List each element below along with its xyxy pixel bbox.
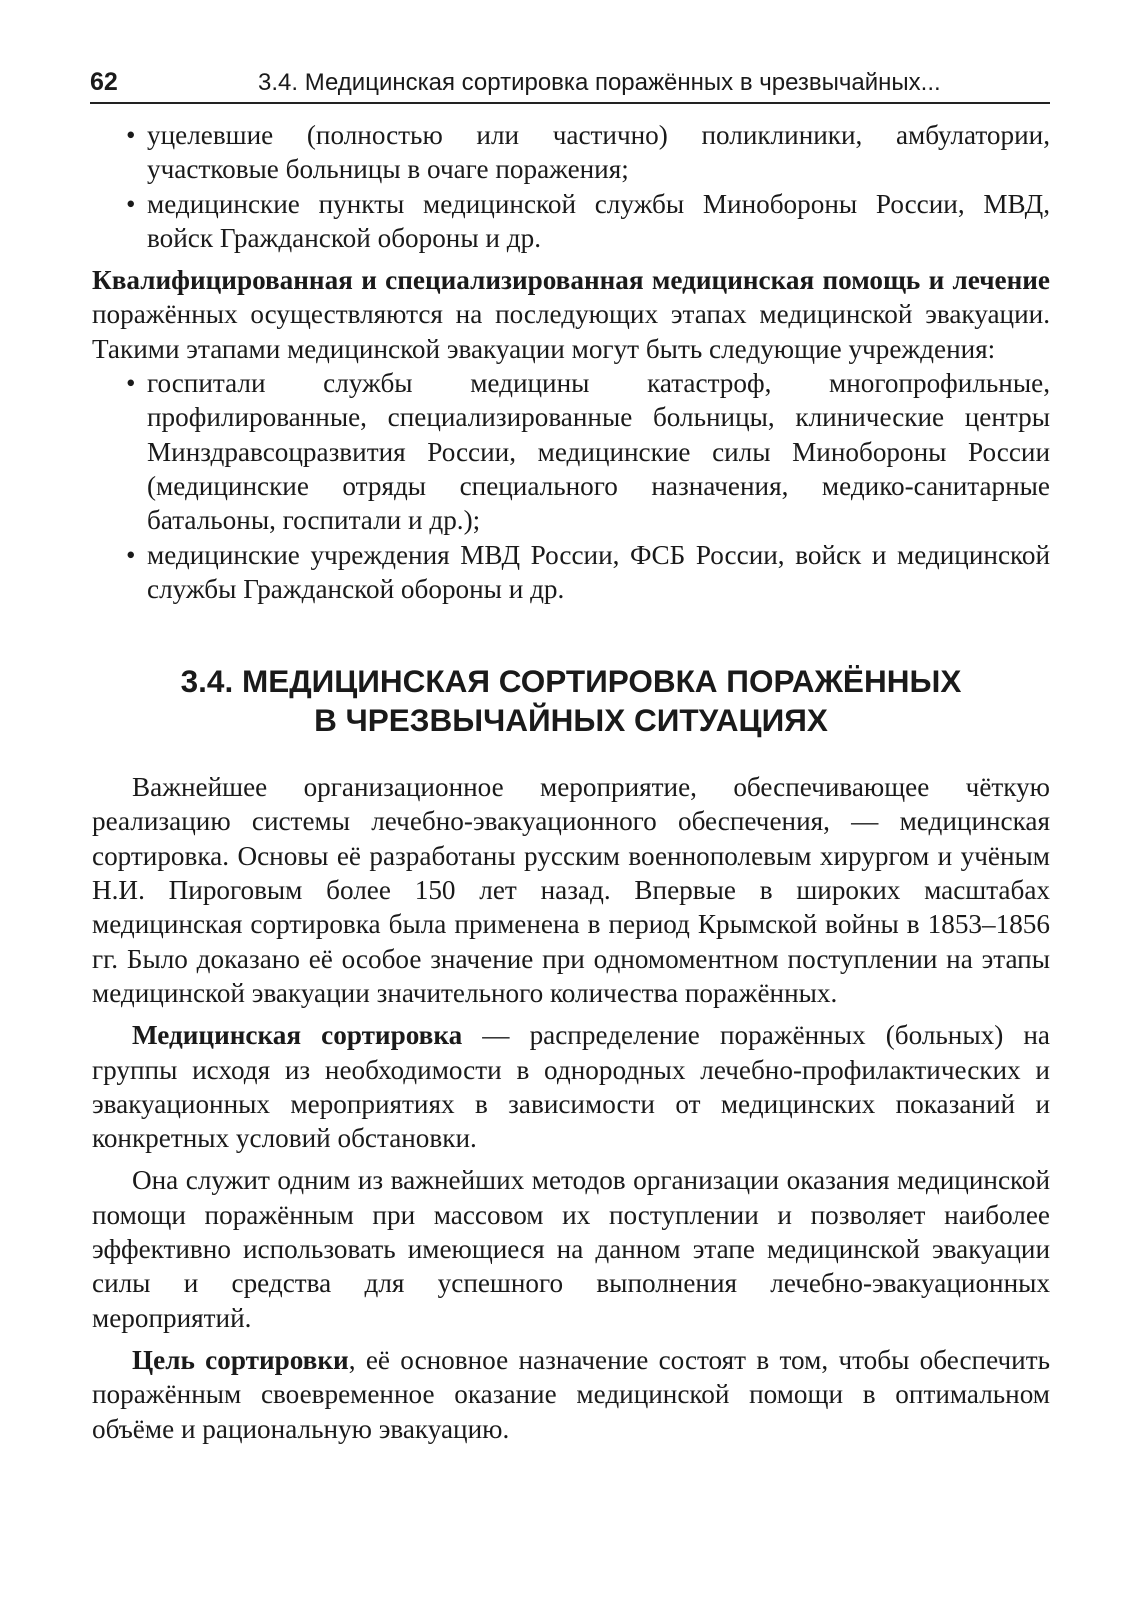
section-heading-line-2: В ЧРЕЗВЫЧАЙНЫХ СИТУАЦИЯХ bbox=[314, 702, 828, 739]
paragraph-intro: Важнейшее организационное мероприятие, обеспечивающее чёткую реализацию системы лечебно-эвакуационного обеспечения, — медицинская сортировка. Основы её разработаны русским военнополевым хирургом и учёным Н.И. Пироговым более 150 лет назад. Впервые в широких масштабах медицинская сортировка была применена в период Крымской войны в 1853–1856 гг. Было доказано её особое значение при одномоментном поступлении на этапы медицинской эвакуации значительного количества поражённых. bbox=[92, 772, 1050, 1008]
section-heading bbox=[92, 662, 1050, 740]
list-item: • госпитали службы медицины катастроф, многопрофильные, профилированные, специализированные больницы, клинические центры Минздравсоцразвития России, медицинские силы Минобороны России (медицинские отряды специального назначения, медико-санитарные батальоны, госпитали и др.); bbox=[92, 366, 1050, 537]
running-title: 3.4. Медицинская сортировка поражённых в чрезвычайных... bbox=[258, 69, 941, 96]
paragraph-text: , её основное назначение состоят в том, чтобы обеспечить поражённым своевременное оказание медицинской помощи в оптимальном объёме и рациональную эвакуацию. bbox=[92, 1344, 1051, 1444]
page-header bbox=[90, 66, 1050, 104]
paragraph-method: Она служит одним из важнейших методов организации оказания медицинской помощи поражённым при массовом их поступлении и позволяет наиболее эффективно использовать имеющиеся на данном этапе медицинской эвакуации силы и средства для успешного выполнения лечебно-эвакуационных мероприятий. bbox=[92, 1165, 1050, 1333]
institutions-list-2 bbox=[92, 366, 1050, 606]
list-item: • медицинские учреждения МВД России, ФСБ России, войск и медицинской службы Гражданской обороны и др. bbox=[92, 538, 1050, 607]
institutions-list-1 bbox=[92, 118, 1050, 255]
paragraph-goal bbox=[92, 1343, 1050, 1446]
page-number: 62 bbox=[90, 68, 118, 96]
term-sorting-goal: Цель сортировки bbox=[132, 1344, 349, 1375]
paragraph-text: поражённых осуществляются на последующих этапах медицинской эвакуации. Такими этапами медицинской эвакуации могут быть следующие учреждения: bbox=[92, 299, 1050, 364]
page-body bbox=[92, 118, 1050, 1446]
paragraph-qualified-care bbox=[92, 263, 1050, 366]
term-qualified-care: Квалифицированная и специализированная медицинская помощь и лечение bbox=[92, 265, 1050, 296]
term-medical-sorting: Медицинская сортировка bbox=[132, 1020, 463, 1051]
list-item: • медицинские пункты медицинской службы Минобороны России, МВД, войск Гражданской обороны и др. bbox=[92, 187, 1050, 256]
paragraph-definition bbox=[92, 1018, 1050, 1155]
paragraph-text: — распределение поражённых (больных) на группы исходя из необходимости в однородных лечебно-профилактических и эвакуационных мероприятиях в зависимости от медицинских показаний и конкретных условий обстановки. bbox=[92, 1020, 1050, 1154]
list-item: • уцелевшие (полностью или частично) поликлиники, амбулатории, участковые больницы в очаге поражения; bbox=[92, 118, 1050, 187]
section-heading-line-1: 3.4. МЕДИЦИНСКАЯ СОРТИРОВКА ПОРАЖЁННЫХ bbox=[180, 663, 962, 700]
